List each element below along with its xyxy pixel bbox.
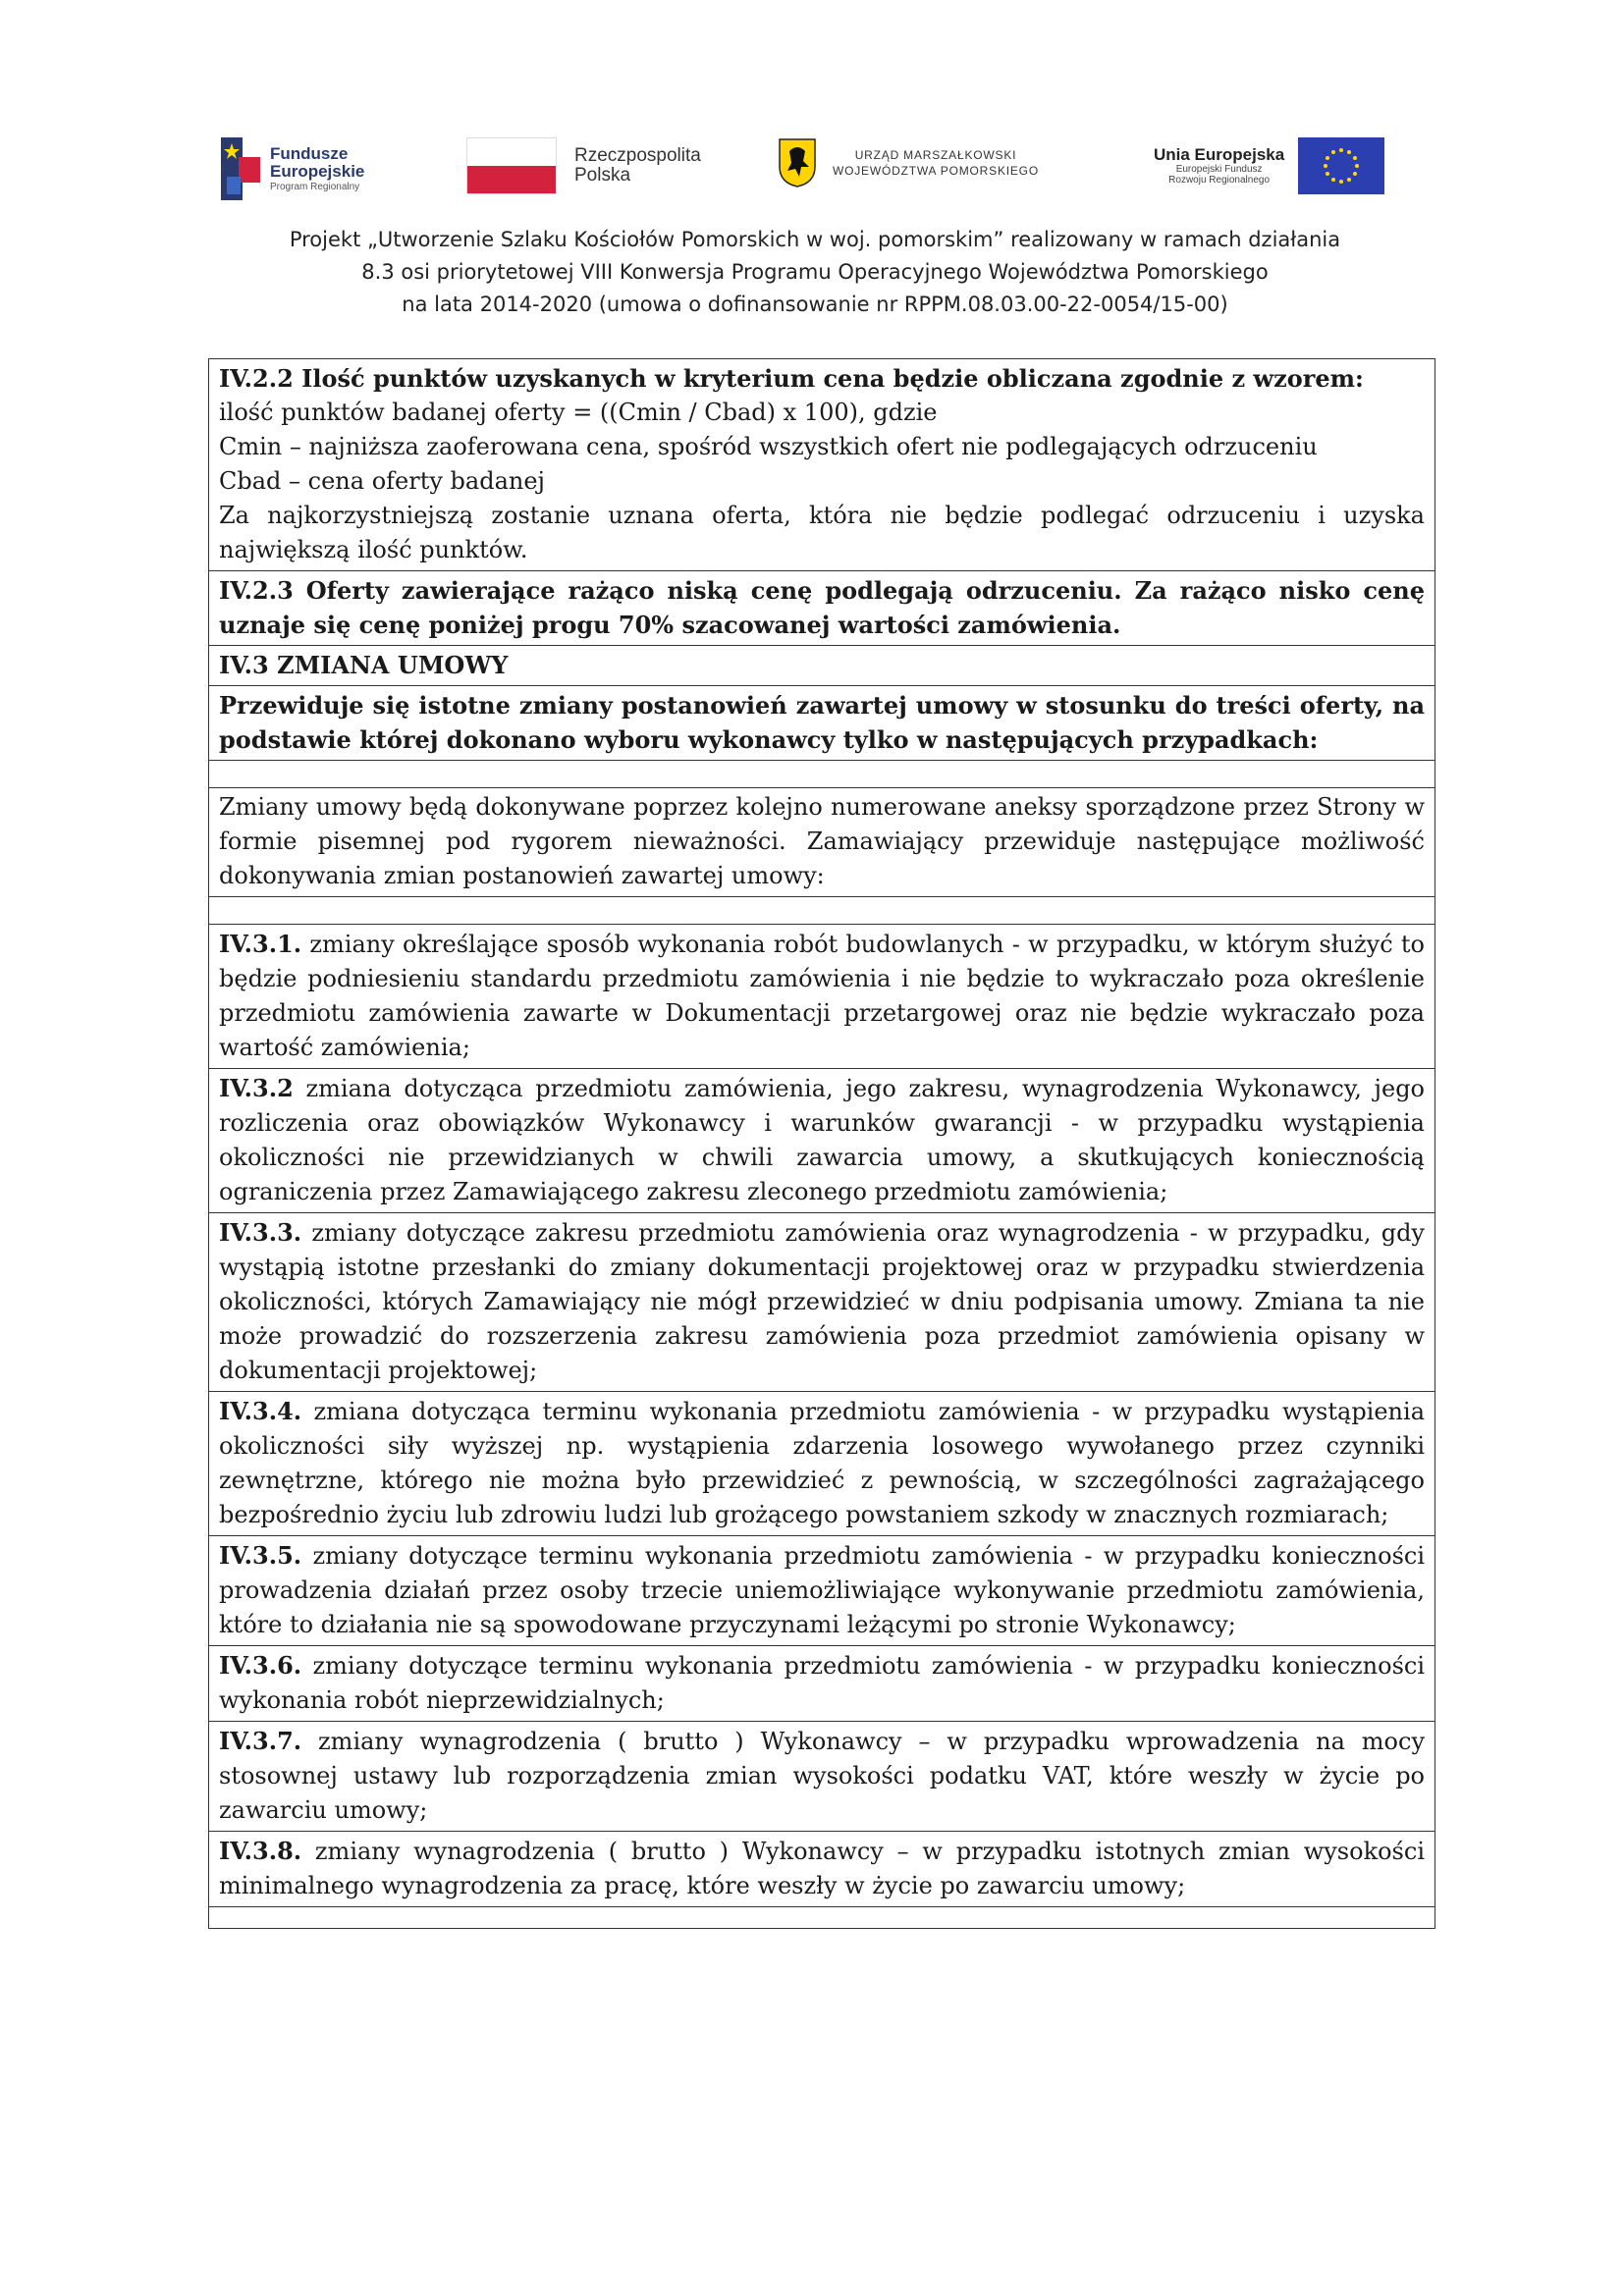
eu-flag-icon	[1298, 137, 1384, 194]
um-line1: URZĄD MARSZAŁKOWSKI	[854, 147, 1017, 162]
section-iv-2-3-text: IV.2.3 Oferty zawierające rażąco niską cenę podlegają odrzuceniu. Za rażąco nisko cenę uznaje się cenę poniżej progu 70% szacowanej wartości zamówienia.	[219, 576, 1425, 639]
item-text: zmiany dotyczące terminu wykonania przedmiotu zamówienia - w przypadku konieczności wykonania robót nieprzewidzialnych;	[219, 1652, 1425, 1714]
item-iv-3-4	[208, 1392, 1435, 1536]
empty-row	[208, 761, 1435, 788]
item-text: zmiany wynagrodzenia ( brutto ) Wykonawcy – w przypadku istotnych zmian wysokości minimalnego wynagrodzenia za pracę, które weszły w życie po zawarciu umowy;	[219, 1838, 1425, 1899]
item-number: IV.3.3.	[219, 1218, 302, 1247]
um-line2: WOJEWÓDZTWA POMORSKIEGO	[833, 164, 1039, 178]
project-line1: Projekt „Utworzenie Szlaku Kościołów Pomorskich w woj. pomorskim” realizowany w ramach działania	[289, 228, 1341, 251]
section-iv-3-intro: Przewiduje się istotne zmiany postanowień zawartej umowy w stosunku do treści oferty, na podstawie której dokonano wyboru wykonawcy tylko w następujących przypadkach:	[219, 691, 1425, 754]
changes-procedure-row	[208, 788, 1435, 897]
item-iv-3-5	[208, 1536, 1435, 1646]
fe-star-icon	[221, 137, 260, 200]
section-iv-3-intro-row	[208, 686, 1435, 761]
specification-table	[208, 358, 1435, 1929]
item-number: IV.3.6.	[219, 1651, 302, 1680]
unia-europejska-logo	[1154, 137, 1384, 194]
ue-line2: Europejski Fundusz	[1175, 164, 1263, 176]
rp-line1: Rzeczpospolita	[574, 145, 701, 167]
fe-line2: Europejskie	[270, 161, 365, 181]
item-text: zmiany określające sposób wykonania robót budowlanych - w przypadku, w którym służyć to będzie podniesieniu standardu przedmiotu zamówienia i nie będzie to wykraczało poza określenie przedmiotu zamówienia zawarte w Dokumentacji przetargowej oraz nie będzie wykraczało poza wartość zamówienia;	[219, 931, 1425, 1061]
item-number: IV.3.4.	[219, 1397, 302, 1425]
price-formula: ilość punktów badanej oferty = ((Cmin / Cbad) x 100), gdzie	[219, 399, 938, 426]
ue-line3: Rozwoju Regionalnego	[1168, 175, 1271, 187]
project-info	[177, 224, 1453, 321]
item-text: zmiany dotyczące zakresu przedmiotu zamówienia oraz wynagrodzenia - w przypadku, gdy wystąpią istotne przesłanki do zmiany dokumentacji projektowej oraz w przypadku stwierdzenia okoliczności, których Zamawiający nie mógł przewidzieć w dniu podpisania umowy. Zmiana ta nie może prowadzić do rozszerzenia zakresu zamówienia poza przedmiot zamówienia opisany w dokumentacji projektowej;	[219, 1219, 1425, 1384]
empty-row	[208, 897, 1435, 925]
project-line3: na lata 2014-2020 (umowa o dofinansowanie nr RPPM.08.03.00-22-0054/15-00)	[402, 293, 1228, 316]
ue-line1: Unia Europejska	[1154, 144, 1285, 164]
item-text: zmiany wynagrodzenia ( brutto ) Wykonawcy – w przypadku wprowadzenia na mocy stosownej ustawy lub rozporządzenia zmian wysokości podatku VAT, które weszły w życie po zawarciu umowy;	[219, 1728, 1425, 1824]
item-iv-3-2	[208, 1069, 1435, 1213]
project-line2: 8.3 osi priorytetowej VIII Konwersja Programu Operacyjnego Województwa Pomorskiego	[361, 260, 1269, 284]
cbad-definition: Cbad – cena oferty badanej	[219, 467, 545, 495]
section-iv-3-heading: IV.3 ZMIANA UMOWY	[219, 651, 509, 679]
item-number: IV.3.5.	[219, 1541, 302, 1570]
rzeczpospolita-polska-logo	[466, 137, 701, 194]
item-number: IV.3.2	[219, 1074, 294, 1102]
changes-procedure: Zmiany umowy będą dokonywane poprzez kolejno numerowane aneksy sporządzone przez Strony w formie pisemnej pod rygorem nieważności. Zamawiający przewiduje następujące możliwość dokonywania zmian postanowień zawartej umowy:	[219, 793, 1425, 889]
item-iv-3-6	[208, 1646, 1435, 1722]
griffin-crest-icon	[776, 137, 819, 188]
item-text: zmiany dotyczące terminu wykonania przedmiotu zamówienia - w przypadku konieczności prowadzenia działań przez osoby trzecie uniemożliwiające wykonywanie przedmiotu zamówienia, które to działania nie są spowodowane przyczynami leżącymi po stronie Wykonawcy;	[219, 1542, 1425, 1638]
item-text: zmiana dotycząca przedmiotu zamówienia, jego zakresu, wynagrodzenia Wykonawcy, jego rozliczenia oraz obowiązków Wykonawcy i warunków gwarancji - w przypadku wystąpienia okoliczności nie przewidzianych w chwili zawarcia umowy, a skutkujących koniecznością ograniczenia przez Zamawiającego zakresu zleconego przedmiotu zamówienia;	[219, 1075, 1425, 1205]
fe-line1: Fundusze	[270, 143, 349, 163]
item-text: zmiana dotycząca terminu wykonania przedmiotu zamówienia - w przypadku wystąpienia okoliczności siły wyższej np. wystąpienia zdarzenia losowego wywołanego przez czynniki zewnętrzne, którego nie można było przewidzieć z pewnością, w szczególności zagrażającego bezpośrednio życiu lub zdrowiu ludzi lub grożącego powstaniem szkody w znacznych rozmiarach;	[219, 1398, 1425, 1528]
cmin-definition: Cmin – najniższa zaoferowana cena, spośród wszystkich ofert nie podlegających odrzuceniu	[219, 433, 1318, 460]
poland-flag-icon	[466, 137, 557, 194]
rp-line2: Polska	[574, 165, 631, 186]
empty-row	[208, 1907, 1435, 1929]
best-offer-rule: Za najkorzystniejszą zostanie uznana oferta, która nie będzie podlegać odrzuceniu i uzyska największą ilość punktów.	[219, 502, 1425, 563]
logo-bar	[0, 137, 1624, 216]
item-iv-3-8	[208, 1832, 1435, 1907]
urzad-marszalkowski-logo	[776, 137, 1039, 188]
fe-line3: Program Regionalny	[270, 181, 360, 192]
item-number: IV.3.1.	[219, 930, 302, 958]
item-iv-3-3	[208, 1213, 1435, 1392]
section-iv-2-2-heading: IV.2.2 Ilość punktów uzyskanych w kryterium cena będzie obliczana zgodnie z wzorem:	[219, 364, 1364, 393]
section-iv-2-2	[208, 358, 1435, 571]
fundusze-europejskie-logo	[221, 137, 364, 200]
item-number: IV.3.7.	[219, 1727, 302, 1755]
section-iv-3-heading-row	[208, 646, 1435, 686]
item-iv-3-7	[208, 1722, 1435, 1832]
item-iv-3-1	[208, 925, 1435, 1069]
section-iv-2-3	[208, 571, 1435, 646]
item-number: IV.3.8.	[219, 1837, 302, 1865]
